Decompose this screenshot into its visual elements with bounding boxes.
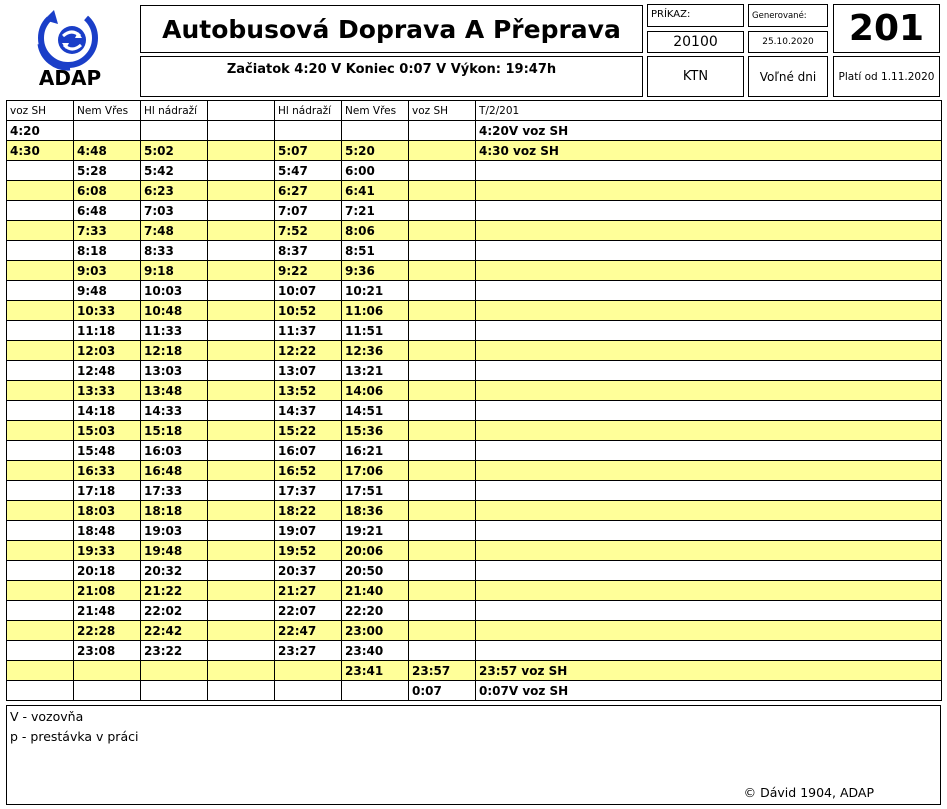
table-cell [7,681,74,701]
table-row [7,141,942,161]
column-header: Nem Vřes [342,101,409,121]
table-row [7,281,942,301]
table-row [7,561,942,581]
logo-text: ADAP [38,66,102,90]
table-cell: 16:03 [141,441,208,461]
table-cell [208,221,275,241]
table-row [7,481,942,501]
table-cell [476,501,942,521]
table-row [7,121,942,141]
table-cell: 11:06 [342,301,409,321]
table-cell: 9:18 [141,261,208,281]
table-cell [476,521,942,541]
table-cell: 7:03 [141,201,208,221]
table-cell: 12:18 [141,341,208,361]
table-cell [409,241,476,261]
table-cell [74,121,141,141]
table-cell: 13:48 [141,381,208,401]
table-cell: 5:47 [275,161,342,181]
table-cell: 10:21 [342,281,409,301]
table-cell [409,441,476,461]
table-cell [7,401,74,421]
table-cell [476,421,942,441]
table-cell: 20:50 [342,561,409,581]
table-cell: 8:33 [141,241,208,261]
table-cell: 6:23 [141,181,208,201]
table-cell [7,561,74,581]
table-cell [7,601,74,621]
table-cell: 21:27 [275,581,342,601]
table-cell: 10:07 [275,281,342,301]
table-cell: 8:06 [342,221,409,241]
table-row [7,241,942,261]
table-row [7,521,942,541]
table-cell: 17:18 [74,481,141,501]
table-cell [7,241,74,261]
table-cell [7,441,74,461]
table-cell: 11:37 [275,321,342,341]
table-cell [208,141,275,161]
table-cell: 12:36 [342,341,409,361]
table-cell: 23:22 [141,641,208,661]
table-cell [476,381,942,401]
table-cell: 19:07 [275,521,342,541]
table-cell: 22:47 [275,621,342,641]
table-cell: 13:07 [275,361,342,381]
table-cell [208,161,275,181]
table-cell [7,541,74,561]
table-cell: 17:51 [342,481,409,501]
table-cell: 4:48 [74,141,141,161]
timetable-body [7,121,942,701]
swirl-arrows-logo-icon [30,6,110,72]
table-cell: 20:37 [275,561,342,581]
table-cell: 17:33 [141,481,208,501]
table-cell [409,201,476,221]
table-row [7,181,942,201]
table-cell [208,641,275,661]
table-cell [409,521,476,541]
table-cell: 20:06 [342,541,409,561]
table-cell [208,201,275,221]
table-cell [476,481,942,501]
table-cell: 8:37 [275,241,342,261]
table-cell [409,581,476,601]
table-cell [476,181,942,201]
table-cell: 18:22 [275,501,342,521]
table-cell: 19:33 [74,541,141,561]
table-row [7,681,942,701]
table-cell [208,421,275,441]
table-cell [208,441,275,461]
table-cell: 23:57 [409,661,476,681]
table-cell [7,321,74,341]
table-cell [7,521,74,541]
table-cell [476,241,942,261]
table-cell: 23:41 [342,661,409,681]
table-cell [409,361,476,381]
table-cell: 10:03 [141,281,208,301]
table-cell: 9:48 [74,281,141,301]
table-cell: 10:48 [141,301,208,321]
table-cell [275,661,342,681]
table-cell [7,181,74,201]
table-cell: 16:52 [275,461,342,481]
table-cell: 7:48 [141,221,208,241]
table-cell: 19:48 [141,541,208,561]
table-cell: 18:18 [141,501,208,521]
table-cell [409,381,476,401]
table-cell: 4:20 [7,121,74,141]
table-cell: 8:18 [74,241,141,261]
table-cell [7,281,74,301]
table-cell: 15:03 [74,421,141,441]
table-row [7,621,942,641]
table-row [7,381,942,401]
table-cell: 15:36 [342,421,409,441]
table-cell: 17:06 [342,461,409,481]
table-cell [409,141,476,161]
table-row [7,201,942,221]
table-cell [476,401,942,421]
table-cell: 6:48 [74,201,141,221]
table-cell: 10:33 [74,301,141,321]
table-cell [208,621,275,641]
table-row [7,221,942,241]
table-row [7,581,942,601]
table-cell [409,161,476,181]
table-cell: 18:03 [74,501,141,521]
day-type: Voľné dni [748,56,828,97]
table-cell [74,681,141,701]
table-cell [7,201,74,221]
legend-line: p - prestávka v práci [10,729,139,744]
table-row [7,541,942,561]
table-cell [7,481,74,501]
table-cell [208,681,275,701]
table-cell [476,601,942,621]
table-cell: 14:18 [74,401,141,421]
table-cell [7,261,74,281]
table-cell [7,221,74,241]
table-cell: 19:52 [275,541,342,561]
table-cell [208,561,275,581]
table-row [7,301,942,321]
table-cell: 5:07 [275,141,342,161]
table-cell: 5:20 [342,141,409,161]
copyright-text: © Dávid 1904, ADAP [743,785,874,800]
table-row [7,401,942,421]
table-cell: 21:40 [342,581,409,601]
table-cell: 22:42 [141,621,208,641]
table-cell: 15:22 [275,421,342,441]
table-cell [208,521,275,541]
table-cell [476,281,942,301]
table-cell: 13:21 [342,361,409,381]
table-cell [208,261,275,281]
table-cell: 15:48 [74,441,141,461]
table-cell [409,501,476,521]
column-header: voz SH [409,101,476,121]
table-cell [342,121,409,141]
table-cell: 15:18 [141,421,208,441]
table-cell [476,561,942,581]
column-header [208,101,275,121]
table-cell [409,321,476,341]
table-cell [409,341,476,361]
table-cell [476,261,942,281]
table-row [7,661,942,681]
table-cell [7,581,74,601]
table-row [7,161,942,181]
table-cell [208,581,275,601]
table-row [7,601,942,621]
table-cell: 13:33 [74,381,141,401]
table-cell: 4:30 [7,141,74,161]
table-cell [409,121,476,141]
column-header: Nem Vřes [74,101,141,121]
table-cell [208,501,275,521]
table-cell: 18:48 [74,521,141,541]
table-cell [409,561,476,581]
table-cell: 13:52 [275,381,342,401]
table-cell: 5:02 [141,141,208,161]
table-row [7,461,942,481]
table-cell [208,301,275,321]
table-cell: 9:03 [74,261,141,281]
column-header: Hl nádraží [275,101,342,121]
table-cell [409,641,476,661]
table-cell: 0:07V voz SH [476,681,942,701]
table-cell [208,281,275,301]
timetable [6,100,942,701]
table-row [7,501,942,521]
table-cell [7,421,74,441]
column-header: Hl nádraží [141,101,208,121]
table-cell: 9:36 [342,261,409,281]
table-cell [342,681,409,701]
table-cell: 23:08 [74,641,141,661]
table-cell: 7:33 [74,221,141,241]
table-cell: 11:18 [74,321,141,341]
table-cell: 21:08 [74,581,141,601]
shift-summary: Začiatok 4:20 V Koniec 0:07 V Výkon: 19:47h [140,56,643,97]
table-cell: 6:00 [342,161,409,181]
table-cell [476,161,942,181]
table-row [7,421,942,441]
table-cell [409,181,476,201]
table-cell [409,481,476,501]
table-cell: 14:37 [275,401,342,421]
table-cell: 11:51 [342,321,409,341]
table-cell: 23:57 voz SH [476,661,942,681]
table-row [7,441,942,461]
table-cell [476,581,942,601]
table-cell: 16:48 [141,461,208,481]
table-cell: 9:22 [275,261,342,281]
table-cell [208,541,275,561]
table-cell: 13:03 [141,361,208,381]
table-cell: 4:20V voz SH [476,121,942,141]
table-cell [208,361,275,381]
table-cell [208,381,275,401]
table-cell [74,661,141,681]
table-cell: 5:28 [74,161,141,181]
prikaz-value: 20100 [647,31,744,53]
table-cell: 22:02 [141,601,208,621]
table-row [7,261,942,281]
table-cell: 7:21 [342,201,409,221]
column-header: T/2/201 [476,101,942,121]
page-title: Autobusová Doprava A Přeprava [140,5,643,53]
table-cell: 22:07 [275,601,342,621]
table-cell [409,301,476,321]
table-cell: 11:33 [141,321,208,341]
table-cell: 18:36 [342,501,409,521]
table-cell [409,281,476,301]
table-cell [476,361,942,381]
table-cell [208,401,275,421]
table-cell: 12:03 [74,341,141,361]
timetable-header-row [7,101,942,121]
table-cell [409,601,476,621]
table-cell: 20:18 [74,561,141,581]
table-cell: 0:07 [409,681,476,701]
table-cell [7,501,74,521]
table-cell: 10:52 [275,301,342,321]
line-number: 201 [833,4,940,53]
table-cell: 16:33 [74,461,141,481]
table-cell [7,641,74,661]
table-cell: 14:51 [342,401,409,421]
table-cell: 4:30 voz SH [476,141,942,161]
table-cell: 20:32 [141,561,208,581]
table-cell [141,121,208,141]
table-cell [7,381,74,401]
table-cell [141,661,208,681]
table-cell [476,201,942,221]
table-cell: 8:51 [342,241,409,261]
table-cell [476,301,942,321]
generated-date: 25.10.2020 [748,31,828,53]
table-cell [7,341,74,361]
table-cell [208,661,275,681]
table-cell: 22:28 [74,621,141,641]
table-cell: 16:21 [342,441,409,461]
valid-from: Platí od 1.11.2020 [833,56,940,97]
table-cell [476,341,942,361]
table-cell: 23:27 [275,641,342,661]
table-cell [208,481,275,501]
table-cell: 14:33 [141,401,208,421]
table-cell [409,541,476,561]
table-cell [7,661,74,681]
table-cell [476,321,942,341]
table-cell [208,241,275,261]
table-cell [476,461,942,481]
legend [6,705,941,805]
table-cell [476,441,942,461]
table-cell [476,641,942,661]
depot-code: KTN [647,56,744,97]
table-row [7,361,942,381]
table-cell [7,621,74,641]
table-cell [409,261,476,281]
table-cell [208,341,275,361]
table-cell: 14:06 [342,381,409,401]
table-cell [409,461,476,481]
table-cell: 6:41 [342,181,409,201]
table-cell [208,181,275,201]
table-cell [208,601,275,621]
table-cell [7,361,74,381]
table-cell: 23:40 [342,641,409,661]
table-cell: 12:48 [74,361,141,381]
table-cell [208,321,275,341]
generated-label: Generované: [748,4,828,27]
table-cell [409,421,476,441]
table-cell [7,461,74,481]
table-row [7,341,942,361]
table-cell: 23:00 [342,621,409,641]
table-cell: 6:08 [74,181,141,201]
table-cell [275,681,342,701]
table-cell: 12:22 [275,341,342,361]
table-cell [409,621,476,641]
table-row [7,321,942,341]
table-cell [275,121,342,141]
table-cell: 19:21 [342,521,409,541]
table-cell [208,121,275,141]
table-cell: 17:37 [275,481,342,501]
legend-line: V - vozovňa [10,709,84,724]
table-cell: 5:42 [141,161,208,181]
table-cell: 6:27 [275,181,342,201]
table-cell: 22:20 [342,601,409,621]
table-cell: 21:22 [141,581,208,601]
table-cell: 16:07 [275,441,342,461]
table-cell [141,681,208,701]
table-cell [7,301,74,321]
table-cell [476,621,942,641]
table-cell: 7:07 [275,201,342,221]
table-cell [7,161,74,181]
table-row [7,641,942,661]
table-cell: 19:03 [141,521,208,541]
table-cell: 21:48 [74,601,141,621]
table-cell: 7:52 [275,221,342,241]
prikaz-label: PRÍKAZ: [647,4,744,27]
table-cell [409,221,476,241]
column-header: voz SH [7,101,74,121]
table-cell [409,401,476,421]
table-cell [208,461,275,481]
table-cell [476,541,942,561]
table-cell [476,221,942,241]
